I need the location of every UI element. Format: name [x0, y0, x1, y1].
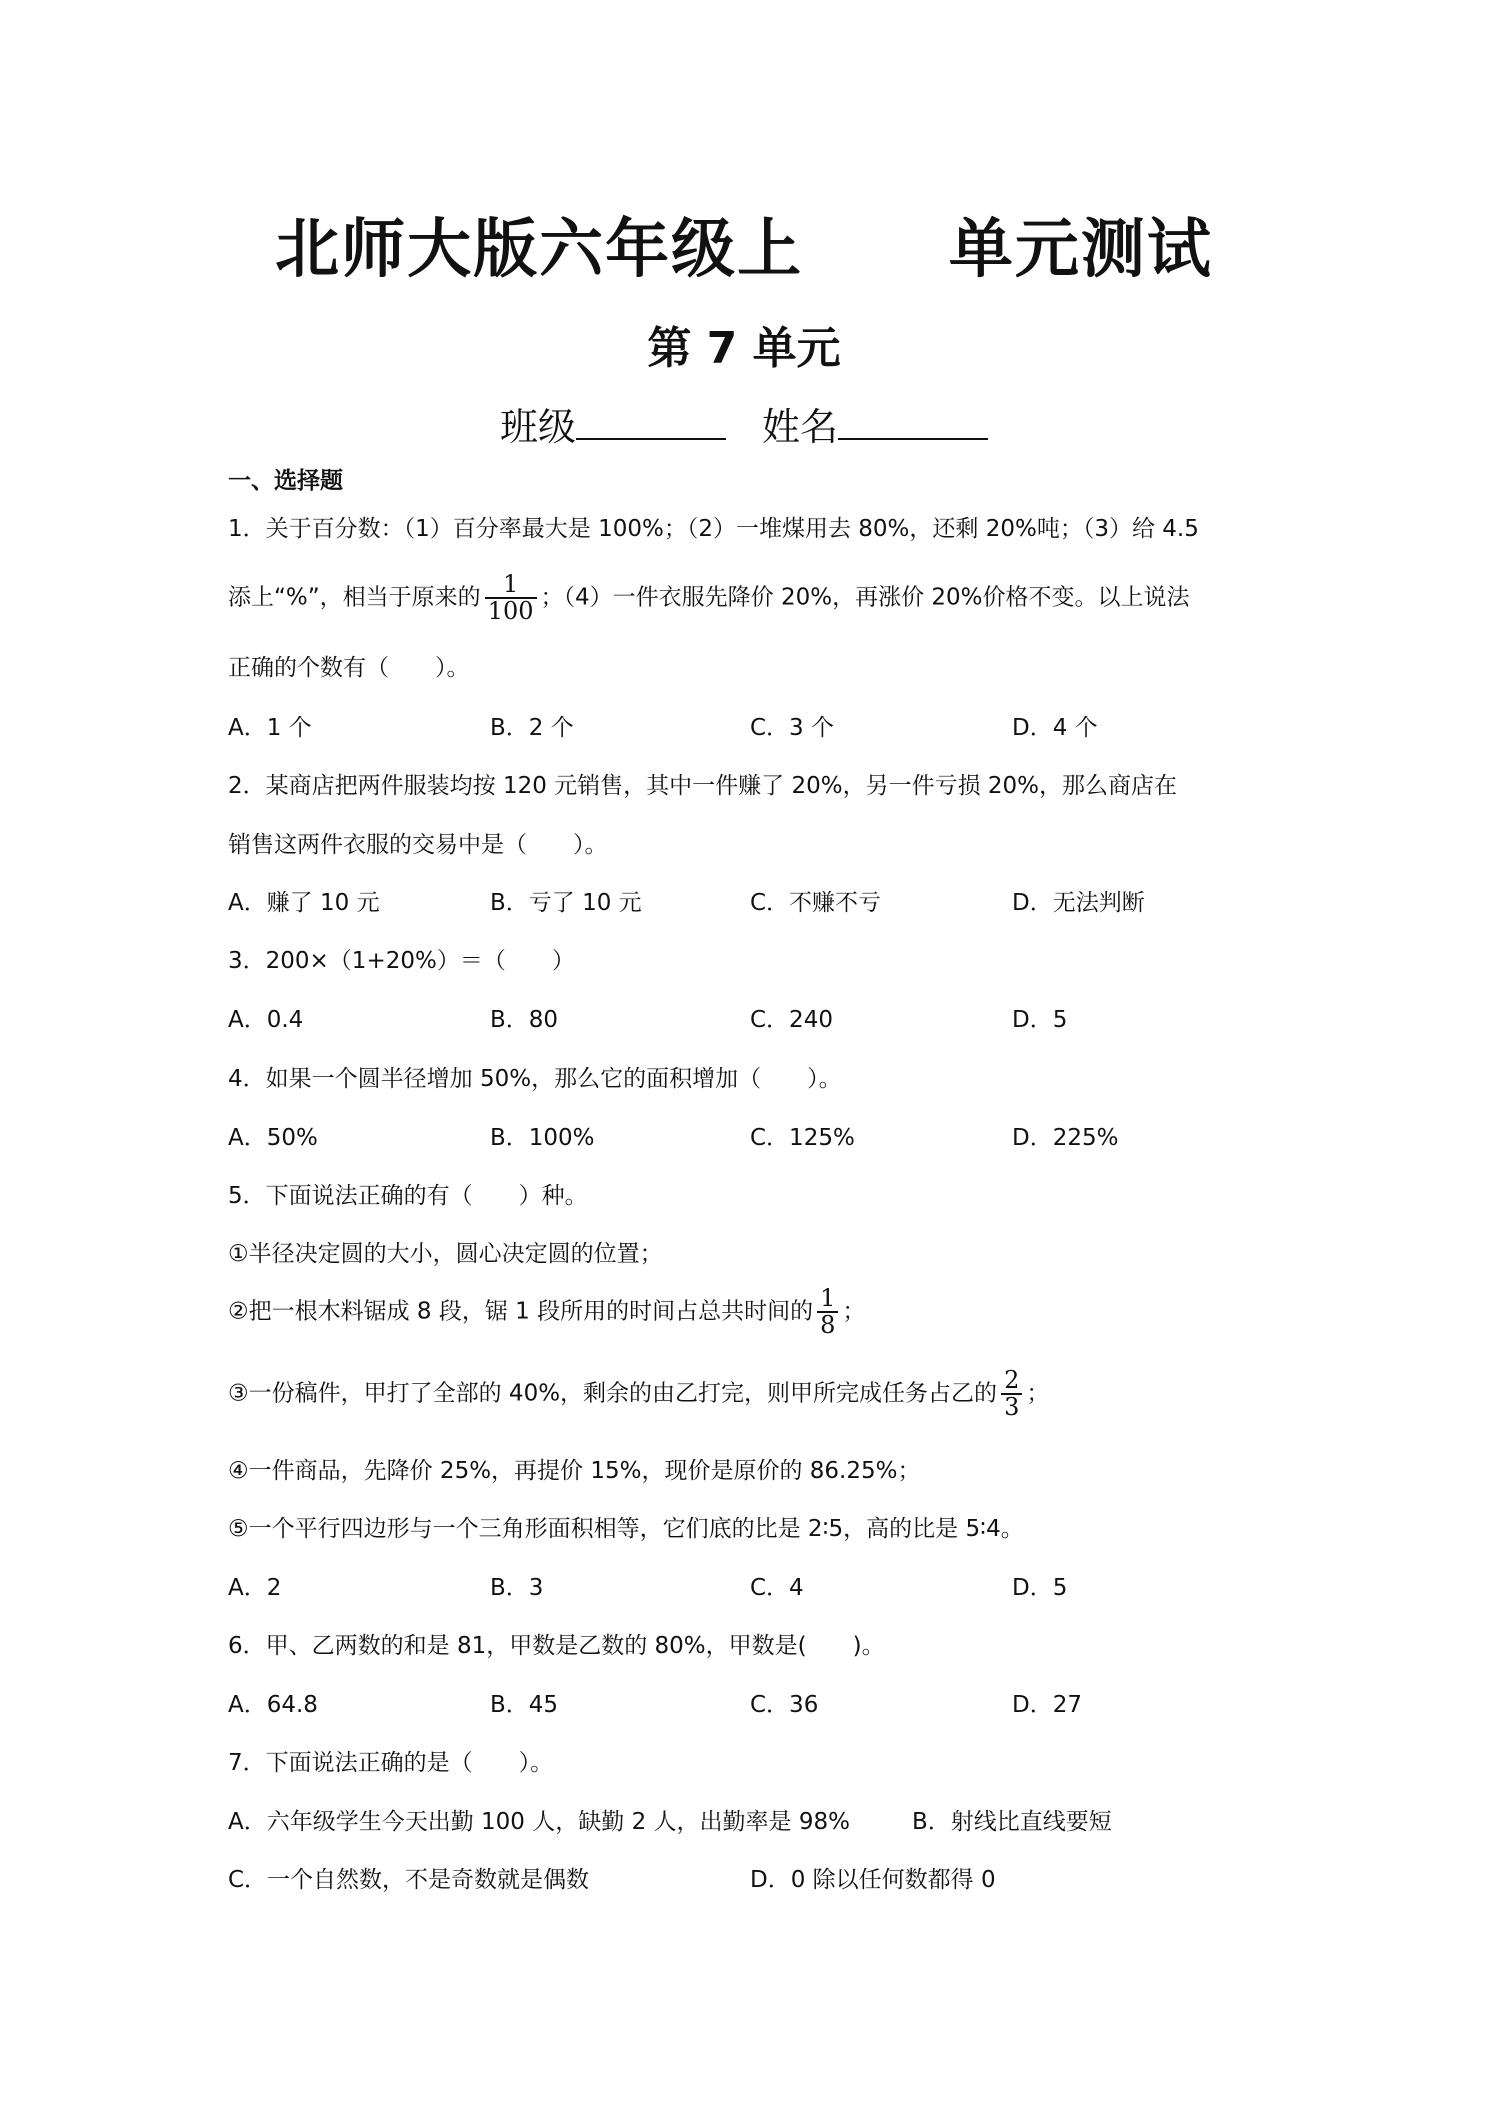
q1-line2 — [228, 572, 1190, 624]
q3-option-d[interactable]: D．5 — [1012, 1007, 1068, 1033]
q7-option-c[interactable]: C．一个自然数，不是奇数就是偶数 — [228, 1867, 590, 1893]
q6-line1: 6．甲、乙两数的和是 81，甲数是乙数的 80%，甲数是( )。 — [228, 1633, 885, 1659]
q7-option-b[interactable]: B．射线比直线要短 — [912, 1809, 1112, 1835]
q1-fraction — [485, 572, 537, 624]
q4-option-b[interactable]: B．100% — [490, 1125, 595, 1151]
q2-line1: 2．某商店把两件服装均按 120 元销售，其中一件赚了 20%，另一件亏损 20%，那么商店在 — [228, 773, 1178, 799]
q1-line2-pre: 添上“%”，相当于原来的 — [228, 584, 481, 611]
q7-option-d[interactable]: D．0 除以任何数都得 0 — [750, 1867, 996, 1893]
q5-s2-pre: ②把一根木料锯成 8 段，锯 1 段所用的时间占总共时间的 — [228, 1298, 814, 1325]
q1-option-d[interactable]: D．4 个 — [1012, 715, 1098, 741]
class-blank[interactable] — [576, 402, 726, 440]
q1-option-b[interactable]: B．2 个 — [490, 715, 574, 741]
q4-line1: 4．如果一个圆半径增加 50%，那么它的面积增加（ ）。 — [228, 1066, 842, 1092]
q5-option-d[interactable]: D．5 — [1012, 1575, 1068, 1601]
q2-option-d[interactable]: D．无法判断 — [1012, 890, 1145, 916]
q1-option-a[interactable]: A．1 个 — [228, 715, 312, 741]
q5-s3-den: 3 — [1001, 1393, 1022, 1420]
unit-subtitle: 第 7 单元 — [647, 323, 841, 374]
q3-option-a[interactable]: A．0.4 — [228, 1007, 304, 1033]
q1-line2-post: ；（4）一件衣服先降价 20%，再涨价 20%价格不变。以上说法 — [540, 584, 1190, 611]
q4-option-a[interactable]: A．50% — [228, 1125, 318, 1151]
q5-option-b[interactable]: B．3 — [490, 1575, 544, 1601]
section-heading: 一、选择题 — [228, 468, 343, 494]
q1-frac-num: 1 — [502, 570, 519, 598]
q5-statement-2 — [228, 1286, 865, 1338]
q3-option-c[interactable]: C．240 — [750, 1007, 833, 1033]
q6-option-a[interactable]: A．64.8 — [228, 1692, 318, 1718]
q2-line2: 销售这两件衣服的交易中是（ ）。 — [228, 832, 608, 858]
q5-statement-1: ①半径决定圆的大小，圆心决定圆的位置； — [228, 1241, 663, 1267]
name-label: 姓名 — [762, 405, 839, 449]
q1-line1: 1．关于百分数：（1）百分率最大是 100%；（2）一堆煤用去 80%，还剩 20%吨；（3）给 4.5 — [228, 516, 1199, 542]
q5-line1: 5．下面说法正确的有（ ）种。 — [228, 1183, 588, 1209]
q5-statement-3 — [228, 1368, 1049, 1420]
q1-line3: 正确的个数有（ ）。 — [228, 655, 470, 681]
q5-s3-num: 2 — [1004, 1366, 1020, 1394]
q5-statement-4: ④一件商品，先降价 25%，再提价 15%，现价是原价的 86.25%； — [228, 1458, 921, 1484]
q5-s2-den: 8 — [817, 1311, 838, 1338]
q5-option-c[interactable]: C．4 — [750, 1575, 804, 1601]
q6-option-b[interactable]: B．45 — [490, 1692, 559, 1718]
q5-s2-post: ； — [842, 1298, 866, 1325]
class-label: 班级 — [499, 405, 576, 449]
q5-s3-fraction — [1001, 1368, 1022, 1420]
q6-option-c[interactable]: C．36 — [750, 1692, 819, 1718]
q3-line1: 3．200×（1+20%）＝（ ） — [228, 948, 575, 974]
q4-option-d[interactable]: D．225% — [1012, 1125, 1119, 1151]
q1-frac-den: 100 — [485, 597, 537, 624]
q2-option-b[interactable]: B．亏了 10 元 — [490, 890, 642, 916]
student-info-line — [0, 396, 1488, 451]
q1-option-c[interactable]: C．3 个 — [750, 715, 835, 741]
q2-option-a[interactable]: A．赚了 10 元 — [228, 890, 380, 916]
q4-option-c[interactable]: C．125% — [750, 1125, 855, 1151]
q5-s2-fraction — [817, 1286, 838, 1338]
q5-s2-num: 1 — [820, 1284, 836, 1312]
q2-option-c[interactable]: C．不赚不亏 — [750, 890, 882, 916]
q3-option-b[interactable]: B．80 — [490, 1007, 559, 1033]
q6-option-d[interactable]: D．27 — [1012, 1692, 1082, 1718]
q5-statement-5: ⑤一个平行四边形与一个三角形面积相等，它们底的比是 2∶5，高的比是 5∶4。 — [228, 1516, 1024, 1542]
page-title: 北师大版六年级上 单元测试 — [275, 213, 1213, 287]
q7-option-a[interactable]: A．六年级学生今天出勤 100 人，缺勤 2 人，出勤率是 98% — [228, 1809, 850, 1835]
name-blank[interactable] — [838, 402, 988, 440]
q5-s3-post: ； — [1026, 1380, 1050, 1407]
q5-s3-pre: ③一份稿件，甲打了全部的 40%，剩余的由乙打完，则甲所完成任务占乙的 — [228, 1380, 998, 1407]
q5-option-a[interactable]: A．2 — [228, 1575, 282, 1601]
q7-line1: 7．下面说法正确的是（ ）。 — [228, 1750, 554, 1776]
